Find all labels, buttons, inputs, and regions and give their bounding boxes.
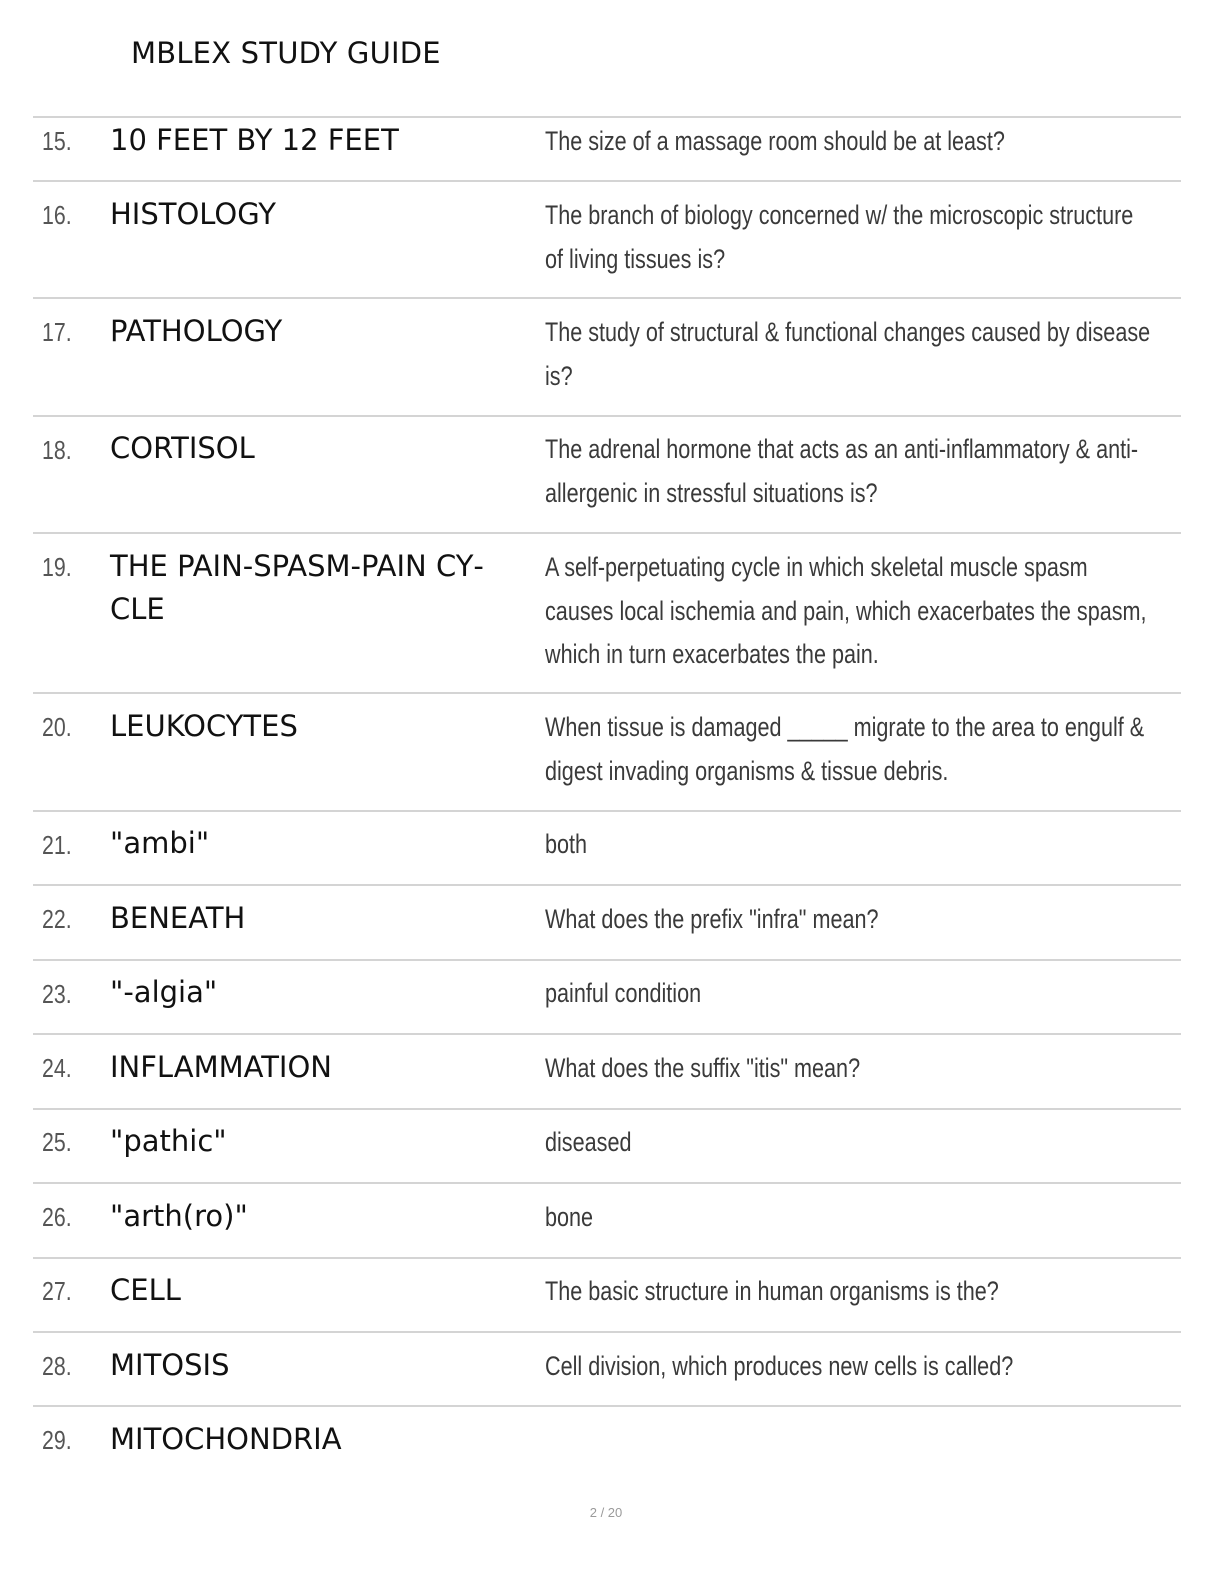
row-definition: The branch of biology concerned w/ the microscopic structure of living tissues is? (545, 200, 1134, 274)
row-term: THE PAIN-SPASM-PAIN CYCLE (110, 549, 484, 626)
row-divider (33, 692, 1181, 694)
row-definition: The size of a massage room should be at least? (545, 126, 1005, 156)
row-term: MITOSIS (110, 1348, 230, 1382)
row-definition: A self-perpetuating cycle in which skeletal muscle spasm causes local ischemia and pain, which exacerbates the spasm, which in turn exacerbates the pain. (545, 552, 1147, 669)
page-number: 2 / 20 (589, 1505, 623, 1520)
row-term: "-algia" (110, 975, 218, 1009)
row-number: 22. (42, 904, 72, 934)
row-term: "pathic" (110, 1124, 227, 1158)
row-divider (33, 532, 1181, 534)
row-number: 20. (42, 712, 72, 742)
row-term: INFLAMMATION (110, 1050, 333, 1084)
row-divider (33, 180, 1181, 182)
row-divider (33, 1405, 1181, 1407)
row-number: 26. (42, 1202, 72, 1232)
row-divider (33, 1331, 1181, 1333)
row-number: 15. (42, 126, 72, 156)
row-number: 21. (42, 830, 72, 860)
row-definition: bone (545, 1202, 594, 1232)
row-divider (33, 1257, 1181, 1259)
row-term: 10 FEET BY 12 FEET (110, 123, 399, 157)
row-number: 29. (42, 1425, 72, 1455)
row-definition: What does the prefix "infra" mean? (545, 904, 879, 934)
row-divider (33, 1033, 1181, 1035)
row-term: HISTOLOGY (110, 197, 276, 231)
row-definition: painful condition (545, 978, 702, 1008)
row-definition: When tissue is damaged _____ migrate to the area to engulf & digest invading organisms & tissue debris. (545, 712, 1145, 786)
row-number: 19. (42, 552, 72, 582)
row-divider (33, 959, 1181, 961)
row-divider (33, 810, 1181, 812)
row-definition: The basic structure in human organisms is the? (545, 1276, 999, 1306)
row-divider (33, 116, 1181, 118)
row-divider (33, 415, 1181, 417)
row-number: 23. (42, 979, 72, 1009)
row-number: 24. (42, 1053, 72, 1083)
row-term: LEUKOCYTES (110, 709, 298, 743)
row-number: 18. (42, 435, 72, 465)
row-definition: The study of structural & functional changes caused by disease is? (545, 317, 1151, 391)
row-divider (33, 297, 1181, 299)
row-divider (33, 1108, 1181, 1110)
row-term: CORTISOL (110, 431, 255, 465)
row-number: 25. (42, 1127, 72, 1157)
row-term: CELL (110, 1273, 181, 1307)
row-number: 27. (42, 1276, 72, 1306)
row-definition: diseased (545, 1127, 632, 1157)
row-term: PATHOLOGY (110, 314, 283, 348)
row-definition: The adrenal hormone that acts as an anti-inflammatory & anti-allergenic in stressful situations is? (545, 434, 1139, 508)
row-number: 16. (42, 200, 72, 230)
row-number: 17. (42, 317, 72, 347)
row-number: 28. (42, 1351, 72, 1381)
row-definition: Cell division, which produces new cells is called? (545, 1351, 1014, 1381)
row-term: BENEATH (110, 901, 246, 935)
row-term: "arth(ro)" (110, 1199, 248, 1233)
row-definition: What does the suffix "itis" mean? (545, 1053, 861, 1083)
row-definition: both (545, 829, 588, 859)
row-term: MITOCHONDRIA (110, 1422, 342, 1456)
row-divider (33, 884, 1181, 886)
row-divider (33, 1182, 1181, 1184)
page-title: MBLEX STUDY GUIDE (131, 36, 441, 70)
row-term: "ambi" (110, 826, 210, 860)
